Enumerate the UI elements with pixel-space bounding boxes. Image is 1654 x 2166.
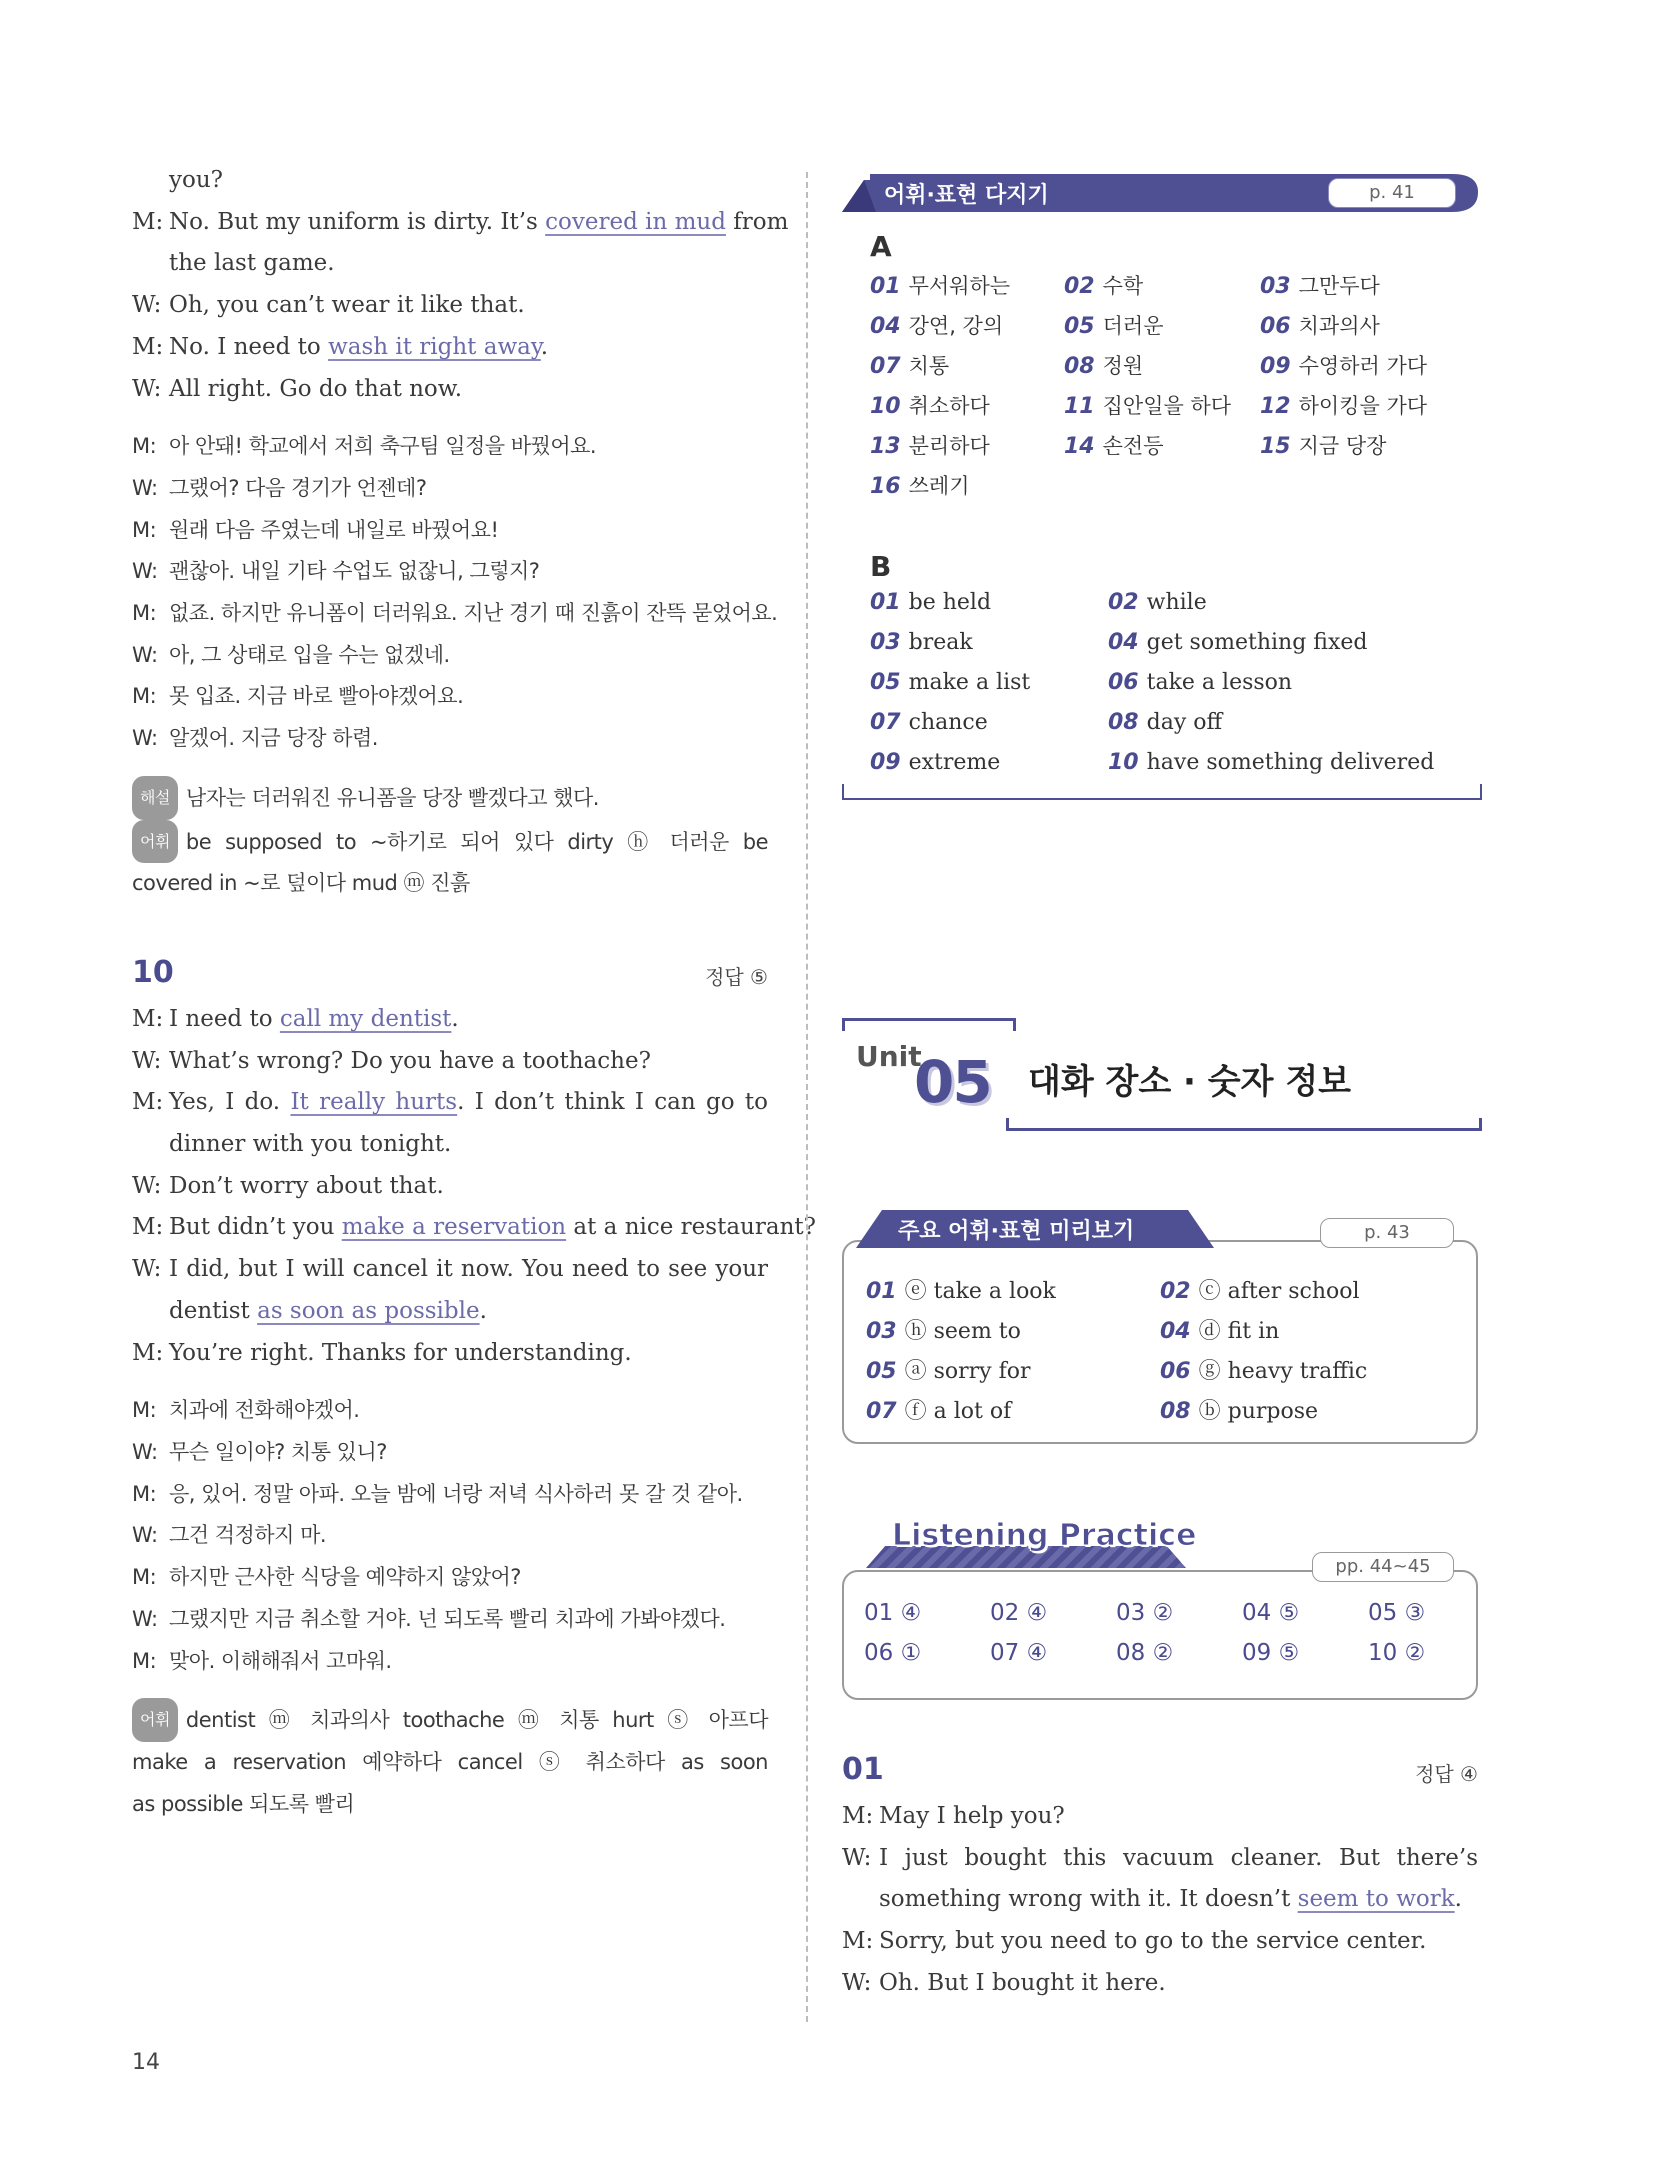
underlined-expression: covered in mud <box>545 208 726 235</box>
vocab-a-item <box>1260 350 1427 380</box>
answer-choice: ② <box>1152 1600 1174 1626</box>
preview-item <box>1160 1274 1360 1305</box>
item-text: extreme <box>908 750 1001 775</box>
item-text: break <box>908 630 973 655</box>
dialog-01 <box>842 1796 1478 2005</box>
listening-answer <box>1116 1600 1173 1626</box>
item-text: 무서워하는 <box>908 274 1011 298</box>
item-number: 07 <box>870 710 901 735</box>
answer-number: 10 <box>1368 1640 1405 1666</box>
vocab-b-item <box>870 710 988 735</box>
answer-number: 03 <box>1116 1600 1153 1626</box>
answer-number: 01 <box>864 1600 901 1626</box>
unit-label: Unit <box>856 1040 922 1073</box>
dialog-text: Sorry, but you need to go to the service center. <box>879 1928 1427 1955</box>
item-text: chance <box>908 710 988 735</box>
dialog-line <box>132 1333 768 1375</box>
vocab-badge: 어휘 <box>132 1698 178 1742</box>
dialog-text: dentist <box>169 1297 258 1324</box>
korean-text: 원래 다음 주였는데 내일로 바꿨어요! <box>169 517 499 542</box>
answer-choice: ① <box>900 1640 922 1666</box>
listening-answer <box>1116 1640 1173 1666</box>
korean-text: 그랬어? 다음 경기가 언젠데? <box>169 475 427 500</box>
vocab-a-item <box>870 270 1010 300</box>
answer-choice: ④ <box>1026 1600 1048 1626</box>
korean-line <box>132 1557 768 1599</box>
item-text: ⓗ seem to <box>904 1319 1021 1344</box>
listening-answer <box>864 1640 921 1666</box>
speaker-label: W: <box>132 1439 158 1464</box>
dialog-line <box>132 369 768 411</box>
listening-answer <box>1368 1600 1425 1626</box>
item-number: 07 <box>866 1399 897 1424</box>
speaker-label: M: <box>132 1648 157 1673</box>
item-text: be held <box>908 590 992 615</box>
korean-line <box>132 1599 768 1641</box>
item-number: 01 <box>870 590 901 615</box>
korean-text: 아 안돼! 학교에서 저희 축구팀 일정을 바꿨어요. <box>169 434 597 459</box>
vocab-b-item <box>1108 710 1222 735</box>
dialog-line <box>132 1249 768 1291</box>
dialog-line <box>132 327 768 369</box>
speaker-label: W: <box>132 1523 158 1548</box>
korean-text: 그랬지만 지금 취소할 거야. 넌 되도록 빨리 치과에 가봐야겠다. <box>169 1606 726 1631</box>
vocab-a-item <box>1064 350 1143 380</box>
korean-text: 무슨 일이야? 치통 있니? <box>169 1439 387 1464</box>
korean-text: 치과에 전화해야겠어. <box>169 1398 360 1423</box>
item-text: 손전등 <box>1102 434 1164 458</box>
preview-item <box>1160 1354 1367 1385</box>
dialog-text: All right. Go do that now. <box>169 375 463 402</box>
vocab-a-item <box>870 350 949 380</box>
underlined-expression: It really hurts <box>290 1089 458 1116</box>
korean-line <box>132 468 768 510</box>
dialog-text: I did, but I will cancel it now. You need to see your <box>169 1256 768 1283</box>
speaker-label: W: <box>132 559 158 584</box>
item-text: 강연, 강의 <box>908 314 1004 338</box>
speaker-label: M: <box>132 684 157 709</box>
dialog-text: dinner with you tonight. <box>169 1131 452 1158</box>
vocab-box-title: 어휘·표현 다지기 <box>884 183 1049 208</box>
dialog-text: Oh. But I bought it here. <box>879 1969 1166 1996</box>
vocab10-line1: 어휘 dentist ⓜ 치과의사 toothache ⓜ 치통 hurt ⓢ 아프다 <box>132 1698 768 1742</box>
vocab10-line3: as possible 되도록 빨리 <box>132 1791 355 1816</box>
item-number: 09 <box>1260 354 1291 379</box>
item-text: 더러운 <box>1102 314 1164 338</box>
listening-page: pp. 44~45 <box>1312 1552 1454 1582</box>
section-a-label: A <box>870 230 892 263</box>
item-number: 06 <box>1108 670 1139 695</box>
question-10-header <box>132 955 768 999</box>
vocab-a-item <box>870 310 1003 340</box>
preview-item <box>1160 1394 1318 1425</box>
preview-item <box>866 1394 1011 1425</box>
item-number: 08 <box>1160 1399 1191 1424</box>
dialog-text: something wrong with it. It doesn’t <box>879 1886 1298 1913</box>
item-text: make a list <box>908 670 1031 695</box>
dialog-text: What’s wrong? Do you have a toothache? <box>169 1047 651 1074</box>
vocab-b-item <box>870 590 991 615</box>
speaker-label: M: <box>132 1339 164 1366</box>
item-number: 03 <box>866 1319 897 1344</box>
vocab-badge: 어휘 <box>132 820 178 864</box>
item-number: 13 <box>870 434 901 459</box>
vocab-b-item <box>1108 590 1207 615</box>
dialog-line <box>132 1124 768 1166</box>
dialog-line <box>842 1963 1478 2005</box>
vocab-a-item <box>870 470 969 500</box>
speaker-label: M: <box>132 1481 157 1506</box>
speaker-label: M: <box>132 1565 157 1590</box>
speaker-label: M: <box>132 1089 164 1116</box>
item-text: 수영하러 가다 <box>1298 354 1428 378</box>
item-text: 치통 <box>908 354 950 378</box>
speaker-label: M: <box>132 601 157 626</box>
korean-text: 아, 그 상태로 입을 수는 없겠네. <box>169 642 450 667</box>
listening-answer <box>1242 1600 1299 1626</box>
speaker-label: M: <box>132 1398 157 1423</box>
explain-badge: 해설 <box>132 776 178 820</box>
section-b-label: B <box>870 550 892 583</box>
speaker-label: M: <box>842 1803 874 1829</box>
item-text: while <box>1146 590 1207 615</box>
item-text: ⓑ purpose <box>1198 1399 1319 1424</box>
dialog-text: I just bought this vacuum cleaner. But there’s <box>879 1844 1478 1871</box>
item-number: 16 <box>870 474 901 499</box>
dialog-text: Oh, you can’t wear it like that. <box>169 292 525 319</box>
dialog-text: No. I need to <box>169 333 329 360</box>
item-number: 05 <box>866 1359 897 1384</box>
korean-translation-1 <box>132 426 778 760</box>
korean-text: 괜찮아. 내일 기타 수업도 없잖니, 그렇지? <box>169 559 540 584</box>
dialog-text: I need to <box>169 1005 280 1032</box>
dialog-text: at a nice restaurant? <box>566 1214 816 1241</box>
speaker-label: W: <box>132 1606 158 1631</box>
item-number: 11 <box>1064 394 1095 419</box>
dialog-line <box>842 1838 1478 1880</box>
item-number: 15 <box>1260 434 1291 459</box>
dialog-text: But didn’t you <box>169 1214 342 1241</box>
vocab-a-item <box>870 390 990 420</box>
answer-number: 07 <box>990 1640 1027 1666</box>
item-number: 10 <box>870 394 901 419</box>
vocab-b-item <box>1108 630 1367 655</box>
answer-choice: ④ <box>1026 1640 1048 1666</box>
vocab-a-item <box>1064 430 1163 460</box>
dialog-text: You’re right. Thanks for understanding. <box>169 1339 632 1366</box>
page-number: 14 <box>132 2050 160 2075</box>
dialog-1 <box>132 160 789 410</box>
dialog-line <box>132 1041 768 1083</box>
listening-answer <box>1242 1640 1299 1666</box>
korean-text: 하지만 근사한 식당을 예약하지 않았어? <box>169 1565 521 1590</box>
dialog-text: . <box>451 1005 459 1032</box>
answer-choice: ⑤ <box>1278 1640 1300 1666</box>
dialog-text: No. But my uniform is dirty. It’s <box>169 208 546 235</box>
item-number: 04 <box>1160 1319 1191 1344</box>
dialog-line <box>842 1921 1478 1963</box>
vocab-note-line1: 어휘 be supposed to ~하기로 되어 있다 dirty ⓗ 더러운 be <box>132 820 768 864</box>
korean-line <box>132 510 768 552</box>
item-number: 04 <box>1108 630 1139 655</box>
item-number: 02 <box>1064 274 1095 299</box>
dialog-text: Yes, I do. <box>169 1089 291 1116</box>
dialog-line <box>842 1879 1478 1921</box>
unit-number: 05 <box>914 1048 991 1116</box>
speaker-label: W: <box>132 292 162 319</box>
vocab-a-item <box>1260 270 1380 300</box>
speaker-label: M: <box>132 1005 164 1032</box>
item-number: 01 <box>866 1279 897 1304</box>
speaker-label: W: <box>842 1969 872 1996</box>
answer-label: 정답 ④ <box>1415 1762 1478 1786</box>
korean-text: 못 입죠. 지금 바로 빨아야겠어요. <box>169 684 464 709</box>
korean-text: 그건 걱정하지 마. <box>169 1523 327 1548</box>
korean-line <box>132 1474 768 1516</box>
unit-bracket-top <box>842 1018 1016 1031</box>
korean-text: 알겠어. 지금 당장 하렴. <box>169 726 378 751</box>
vocab-box-page: p. 41 <box>1328 178 1456 208</box>
korean-line <box>132 635 768 677</box>
item-text: ⓕ a lot of <box>904 1399 1012 1424</box>
answer-number: 08 <box>1116 1640 1153 1666</box>
item-text: 치과의사 <box>1298 314 1380 338</box>
item-number: 08 <box>1108 710 1139 735</box>
item-number: 02 <box>1160 1279 1191 1304</box>
item-number: 03 <box>870 630 901 655</box>
item-text: ⓐ sorry for <box>904 1359 1031 1384</box>
item-text: ⓔ take a look <box>904 1279 1056 1304</box>
preview-box <box>842 1208 1478 1448</box>
korean-line <box>132 1641 768 1683</box>
item-text: 정원 <box>1102 354 1144 378</box>
vocab-note-line2: covered in ~로 덮이다 mud ⓜ 진흙 <box>132 871 470 896</box>
item-number: 02 <box>1108 590 1139 615</box>
explain-note: 해설 남자는 더러워진 유니폼을 당장 빨겠다고 했다. <box>132 776 768 820</box>
underlined-expression: as soon as possible <box>257 1297 480 1324</box>
item-text: day off <box>1146 710 1223 735</box>
underlined-expression: wash it right away <box>328 333 541 360</box>
speaker-label: M: <box>132 208 164 235</box>
item-number: 03 <box>1260 274 1291 299</box>
vocab-b-item <box>1108 670 1292 695</box>
item-number: 06 <box>1260 314 1291 339</box>
speaker-label: W: <box>132 1047 162 1074</box>
underlined-expression: seem to work <box>1297 1886 1455 1913</box>
speaker-label: W: <box>132 1172 162 1199</box>
vocab-a-item <box>1064 390 1231 420</box>
speaker-label: M: <box>132 333 164 360</box>
korean-line <box>132 1515 768 1557</box>
dialog-line <box>132 202 789 244</box>
item-text: have something delivered <box>1146 750 1435 775</box>
item-number: 09 <box>870 750 901 775</box>
dialog-text: Don’t worry about that. <box>169 1172 444 1199</box>
korean-line <box>132 593 778 635</box>
answer-number: 09 <box>1242 1640 1279 1666</box>
listening-answer <box>990 1640 1047 1666</box>
item-text: 집안일을 하다 <box>1102 394 1232 418</box>
item-number: 05 <box>870 670 901 695</box>
item-number: 01 <box>870 274 901 299</box>
item-number: 07 <box>870 354 901 379</box>
left-column <box>132 160 816 1825</box>
speaker-label: W: <box>132 1256 162 1283</box>
korean-line <box>132 1390 768 1432</box>
answer-choice: ④ <box>900 1600 922 1626</box>
dialog-line <box>132 160 768 202</box>
preview-item <box>866 1274 1056 1305</box>
listening-practice-box <box>842 1518 1478 1708</box>
vocab10-line2: make a reservation 예약하다 cancel ⓢ 취소하다 as soon <box>132 1749 768 1774</box>
item-number: 14 <box>1064 434 1095 459</box>
item-text: get something fixed <box>1146 630 1368 655</box>
item-number: 06 <box>1160 1359 1191 1384</box>
answer-choice: ② <box>1152 1640 1174 1666</box>
unit-title: 대화 장소 · 숫자 정보 <box>1028 1062 1352 1102</box>
preview-title: 주요 어휘·표현 미리보기 <box>898 1219 1135 1244</box>
dialog-text: . <box>540 333 549 360</box>
item-text: 취소하다 <box>908 394 990 418</box>
item-text: ⓒ after school <box>1198 1279 1360 1304</box>
question-01 <box>842 1752 1478 2005</box>
speaker-label: M: <box>132 434 157 459</box>
korean-line <box>132 426 768 468</box>
underlined-expression: call my dentist <box>279 1005 452 1032</box>
speaker-label: W: <box>132 726 158 751</box>
dialog-text: . <box>1454 1886 1462 1913</box>
listening-answer <box>1368 1640 1425 1666</box>
vocab-a-item <box>1260 310 1380 340</box>
dialog-line <box>132 1082 768 1124</box>
item-text: 그만두다 <box>1298 274 1380 298</box>
question-01-header <box>842 1752 1478 1796</box>
vocab-b-item <box>1108 750 1434 775</box>
korean-line <box>132 1432 768 1474</box>
column-divider <box>806 172 808 2022</box>
item-number: 04 <box>870 314 901 339</box>
speaker-label: W: <box>132 475 158 500</box>
listening-box-frame <box>842 1570 1478 1700</box>
listening-answer <box>864 1600 921 1626</box>
preview-item <box>866 1314 1021 1345</box>
korean-text: 응, 있어. 정말 아파. 오늘 밤에 너랑 저녁 식사하러 못 갈 것 같아. <box>169 1481 743 1506</box>
answer-choice: ⑤ <box>1278 1600 1300 1626</box>
speaker-label: M: <box>842 1928 874 1955</box>
answer-number: 06 <box>864 1640 901 1666</box>
vocab-b-item <box>870 670 1030 695</box>
vocab-box-bottom-border <box>842 784 1482 800</box>
item-text: 쓰레기 <box>908 474 970 498</box>
korean-line <box>132 718 768 760</box>
preview-page: p. 43 <box>1320 1218 1454 1248</box>
vocab-b-item <box>870 630 973 655</box>
korean-translation-10 <box>132 1390 768 1682</box>
vocab-a-item <box>1064 270 1143 300</box>
answer-label: 정답 ⑤ <box>705 964 768 989</box>
item-text: 지금 당장 <box>1298 434 1387 458</box>
dialog-text: from <box>725 208 789 235</box>
unit-header <box>842 1018 1478 1138</box>
speaker-label: W: <box>132 375 162 402</box>
dialog-line <box>132 999 768 1041</box>
dialog-line <box>132 285 768 327</box>
speaker-label: M: <box>132 517 157 542</box>
item-text: 수학 <box>1102 274 1144 298</box>
answer-number: 02 <box>990 1600 1027 1626</box>
listening-title: Listening Practice <box>892 1518 1197 1553</box>
preview-item <box>1160 1314 1279 1345</box>
speaker-label: W: <box>842 1844 872 1871</box>
dialog-text: May I help you? <box>879 1803 1065 1829</box>
dialog-text: . <box>479 1297 487 1324</box>
answer-choice: ③ <box>1404 1600 1426 1626</box>
vocab-b-item <box>870 750 1000 775</box>
item-number: 05 <box>1064 314 1095 339</box>
item-text: 분리하다 <box>908 434 990 458</box>
item-text: take a lesson <box>1146 670 1293 695</box>
dialog-text: the last game. <box>169 250 335 277</box>
dialog-line <box>132 1166 768 1208</box>
vocab-review-box <box>842 172 1478 812</box>
question-number: 10 <box>132 954 174 990</box>
korean-line <box>132 551 768 593</box>
dialog-text: . I don’t think I can go to <box>457 1089 769 1116</box>
vocab-a-item <box>870 430 990 460</box>
unit-bracket-bottom <box>1006 1118 1482 1131</box>
item-text: 하이킹을 가다 <box>1298 394 1428 418</box>
korean-text: 없죠. 하지만 유니폼이 더러워요. 지난 경기 때 진흙이 잔뜩 묻었어요. <box>169 601 778 626</box>
korean-text: 맞아. 이해해줘서 고마워. <box>169 1648 392 1673</box>
item-text: ⓓ fit in <box>1198 1319 1280 1344</box>
question-number: 01 <box>842 1752 884 1787</box>
vocab-a-item <box>1260 390 1427 420</box>
speaker-label: M: <box>132 1214 164 1241</box>
dialog-line <box>132 1207 816 1249</box>
dialog-line <box>132 243 768 285</box>
underlined-expression: make a reservation <box>341 1214 567 1241</box>
dialog-line <box>132 1291 768 1333</box>
item-number: 12 <box>1260 394 1291 419</box>
answer-number: 04 <box>1242 1600 1279 1626</box>
vocab-a-item <box>1064 310 1163 340</box>
vocab-a-item <box>1260 430 1386 460</box>
dialog-10 <box>132 999 816 1374</box>
dialog-text: you? <box>169 167 223 193</box>
answer-number: 05 <box>1368 1600 1405 1626</box>
dialog-line <box>842 1796 1478 1838</box>
speaker-label: W: <box>132 642 158 667</box>
item-number: 08 <box>1064 354 1095 379</box>
preview-item <box>866 1354 1031 1385</box>
listening-answer <box>990 1600 1047 1626</box>
korean-line <box>132 676 768 718</box>
answer-choice: ② <box>1404 1640 1426 1666</box>
item-number: 10 <box>1108 750 1139 775</box>
item-text: ⓖ heavy traffic <box>1198 1359 1368 1384</box>
